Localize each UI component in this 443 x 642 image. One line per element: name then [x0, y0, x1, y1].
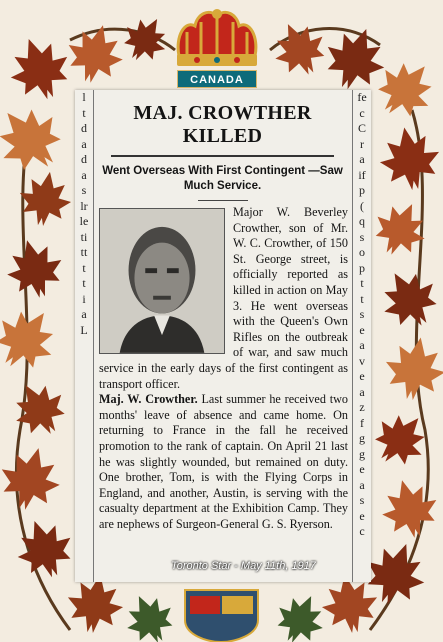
headline: MAJ. CROWTHER KILLED [133, 102, 312, 147]
fragment: i [82, 291, 86, 306]
fragment: d [81, 121, 87, 135]
fragment: t [360, 276, 364, 290]
fragment: fe [357, 90, 367, 104]
fragment: s [81, 183, 87, 197]
divider [111, 155, 334, 157]
divider [198, 200, 248, 201]
left-column-fragments [75, 90, 94, 582]
fragment: a [81, 167, 87, 182]
fragment: t [82, 276, 86, 290]
lead-paragraph: Major W. Beverley Crowther, son of Mr. W. C. Crowther, of 150 St. George street, is officially reported as killed in action on May 3. He went overseas with the Queen's Own Rifles on the outbreak of war, and saw much service in the early days of the first contingent as transport officer. [99, 205, 348, 391]
fragment: f [360, 415, 364, 430]
fragment: l [82, 90, 86, 104]
fragment: lr [80, 198, 88, 213]
subheadline: Went Overseas With First Contingent —Saw Much Service. [102, 165, 343, 192]
fragment: C [357, 121, 366, 135]
fragment: c [359, 524, 365, 538]
fragment: s [359, 229, 365, 244]
portrait-photo [99, 208, 225, 354]
article [95, 90, 350, 582]
fragment: p [359, 183, 365, 197]
fragment: s [359, 307, 365, 321]
fragment: ( [360, 198, 364, 213]
continuation-paragraph: Last summer he received two months' leave of absence and came home. On returning to France in the fall he received promotion to the rank of captain. On April 21 last he was slightly wounded, but remained on duty. One brother, Tom, is with the Flying Corps in England, and another, Austin, is serving with the casualty department at the Exhibition Camp. They are nephews of Surgeon-General G. S. Ryerson. [99, 392, 348, 531]
photo-caption: Maj. W. Crowther. [99, 392, 198, 407]
fragment: a [359, 477, 365, 492]
fragment: e [359, 462, 365, 476]
fragment: a [359, 338, 365, 352]
fragment: g [359, 446, 365, 461]
fragment: s [359, 493, 365, 507]
fragment: ti [80, 229, 88, 244]
fragment: p [359, 260, 365, 275]
fragment: t [360, 291, 364, 306]
fragment: c [359, 105, 365, 120]
fragment: a [359, 384, 365, 399]
fragment: a [81, 136, 87, 151]
fragment: t [82, 260, 86, 275]
article-body [99, 205, 348, 532]
fragment: e [359, 322, 365, 337]
fragment: z [359, 400, 365, 414]
fragment: o [359, 245, 365, 259]
canada-label: CANADA [177, 70, 257, 88]
fragment: L [80, 322, 88, 337]
fragment: v [359, 353, 365, 368]
fragment: t [82, 105, 86, 120]
fragment: a [359, 152, 365, 166]
fragment: d [81, 152, 87, 166]
fragment: g [359, 431, 365, 445]
fragment: tt [80, 245, 88, 259]
fragment: a [81, 307, 87, 321]
fragment: q [359, 214, 365, 228]
fragment: r [360, 136, 364, 151]
fragment: e [359, 369, 365, 383]
newspaper-clipping [75, 90, 371, 582]
fragment: e [359, 508, 365, 523]
portrait-image-icon [100, 209, 224, 353]
fragment: if [358, 167, 366, 182]
right-column-fragments [352, 90, 371, 582]
source-credit: Toronto Star - May 11th, 1917 [171, 560, 316, 572]
fragment: le [79, 214, 89, 228]
